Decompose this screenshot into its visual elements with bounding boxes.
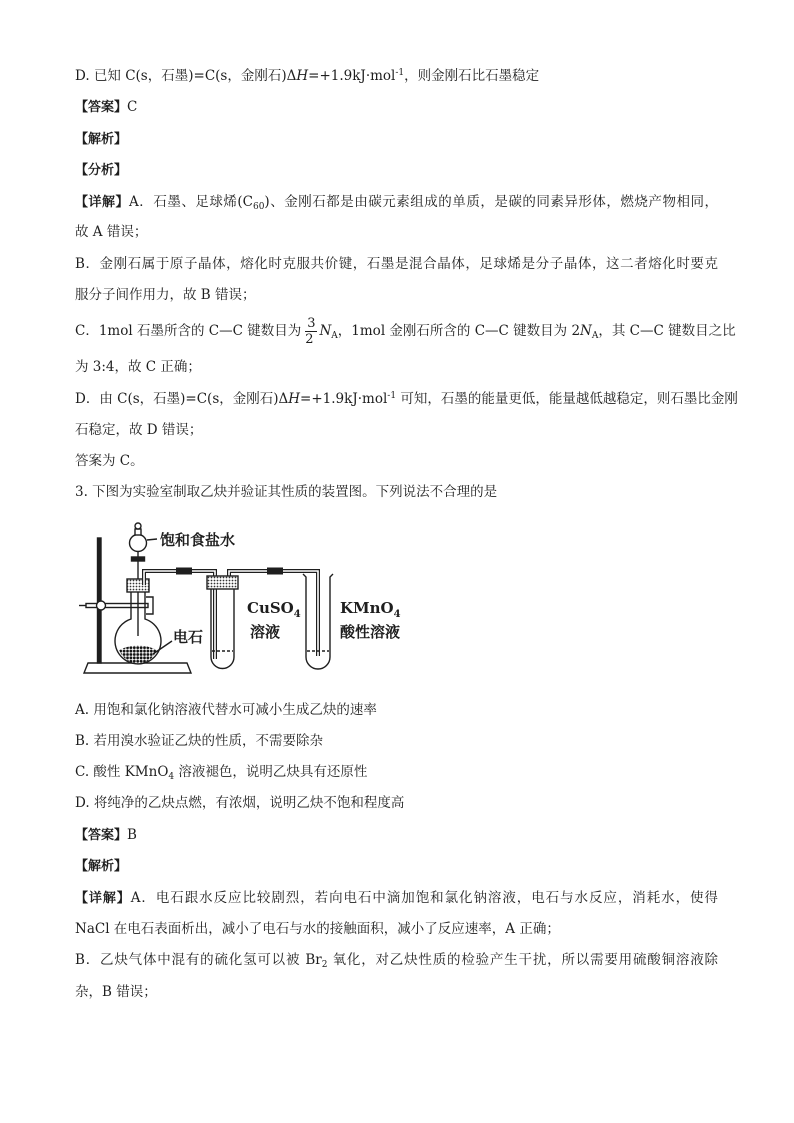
q2-detail-d-text-end: 可知，石墨的能量更低，能量越低越稳定，则石墨比金刚	[396, 391, 738, 407]
q3-option-a: A. 用饱和氯化钠溶液代替水可减小生成乙炔的速率	[75, 702, 377, 718]
q2-detail-a-line2: 故 A 错误；	[75, 224, 148, 240]
q2-jiexi	[75, 129, 718, 150]
q3-detail-b-text: B．乙炔气体中混有的硫化氢可以被 Br	[75, 952, 322, 968]
q2-answer	[75, 97, 718, 118]
detail-label: 【详解】	[75, 891, 131, 906]
c60-subscript: 60	[252, 202, 265, 212]
q2-option-d-conclusion: ，则金刚石比石墨稳定	[404, 68, 540, 84]
test-tube-cuso4	[207, 576, 238, 669]
detail-label: 【详解】	[75, 195, 130, 210]
q3-option-c-text: C. 酸性 KMnO	[75, 764, 169, 780]
answer-label: 【答案】	[75, 828, 128, 843]
q3-stem: 3. 下图为实验室制取乙炔并验证其性质的装置图。下列说法不合理的是	[75, 484, 498, 500]
tube1-formula: CuSO	[247, 599, 294, 617]
q2-option-d-text: D. 已知 C(s，石墨)=C(s，金刚石)Δ	[75, 68, 297, 84]
funnel-stopcock	[132, 557, 145, 561]
q2-detail-c-text: C．1mol 石墨所含的 C—C 键数目为	[75, 323, 302, 339]
tube1-solution-label: 溶液	[250, 623, 281, 641]
q2-detail-a-text: A．石墨、足球烯(C	[129, 194, 253, 210]
carbide-label: 电石	[173, 628, 204, 646]
q2-detail-a	[75, 192, 718, 213]
funnel-neck	[135, 529, 141, 535]
q2-detail-d	[75, 389, 738, 409]
round-bottom-flask	[115, 579, 172, 664]
jiexi-label: 【解析】	[75, 132, 128, 147]
fenxi-label: 【分析】	[75, 163, 128, 178]
unit-exponent: -1	[387, 391, 397, 401]
avogadro-symbol: N	[580, 323, 592, 339]
answer-value: B	[127, 827, 137, 843]
q2-option-d-value: =+1.9kJ·mol	[308, 68, 396, 84]
q2-detail-d-value: =+1.9kJ·mol	[300, 391, 388, 407]
q3-option-c-text-end: 溶液褪色，说明乙炔具有还原性	[174, 764, 368, 780]
q2-detail-c-line2: 为 3:4，故 C 正确；	[75, 359, 201, 375]
q2-detail-a-text-cont: )、金刚石都是由碳元素组成的单质，是碳的同素异形体，燃烧产物相同，	[264, 194, 718, 210]
q2-conclusion: 答案为 C。	[75, 453, 144, 469]
tube2-formula-subscript: 4	[393, 609, 401, 620]
q3-option-b: B. 若用溴水验证乙炔的性质，不需要除杂	[75, 733, 324, 749]
fraction	[305, 316, 317, 347]
funnel-stopper	[135, 523, 141, 529]
answer-value: C	[127, 99, 138, 115]
q3-answer	[75, 825, 718, 846]
funnel-label: 饱和食盐水	[160, 531, 236, 549]
avogadro-subscript: A	[591, 331, 599, 341]
q3-detail-a-text: A．电石跟水反应比较剧烈，若向电石中滴加饱和氯化钠溶液，电石与水反应，消耗水，使得	[130, 890, 718, 906]
q3-detail-b-text-end: 氧化，对乙炔性质的检验产生干扰，所以需要用硫酸铜溶液除	[327, 952, 718, 968]
q2-detail-c-text-mid: ，1mol 金刚石所含的 C—C 键数目为 2	[337, 323, 581, 339]
q2-detail-d-line2: 石稳定，故 D 错误；	[75, 422, 203, 438]
q2-detail-c-text-end: ，其 C—C 键数目之比	[598, 323, 736, 339]
carbide-label-pointer	[153, 641, 172, 654]
tube1-formula-subscript: 4	[293, 609, 301, 620]
q2-detail-b: B．金刚石属于原子晶体，熔化时克服共价键，石墨是混合晶体，足球烯是分子晶体，这二者熔化时要克	[75, 256, 718, 272]
funnel-label-pointer	[147, 539, 157, 540]
tube2-formula-label	[340, 599, 401, 620]
avogadro-symbol: N	[319, 323, 332, 339]
answer-label: 【答案】	[75, 100, 128, 115]
unit-exponent: -1	[395, 68, 405, 78]
test-tube-stopper	[207, 576, 238, 589]
apparatus-diagram	[70, 515, 420, 690]
fraction-numerator: 3	[307, 316, 316, 331]
funnel-bulb	[130, 535, 147, 552]
q2-fenxi	[75, 160, 718, 181]
tube1-formula-label	[247, 599, 301, 620]
q2-detail-c	[75, 316, 736, 347]
q3-detail-b-line2: 杂，B 错误；	[75, 984, 157, 1000]
rubber-connector	[267, 568, 283, 575]
br2-subscript: 2	[321, 960, 328, 970]
rubber-connector	[176, 568, 192, 575]
q3-option-c	[75, 762, 718, 782]
carbide-solid	[119, 646, 157, 665]
q3-jiexi	[75, 856, 718, 877]
jiexi-label: 【解析】	[75, 859, 128, 874]
q2-detail-d-text: D．由 C(s，石墨)=C(s，金刚石)Δ	[75, 391, 289, 407]
q3-option-d: D. 将纯净的乙炔点燃，有浓烟，说明乙炔不饱和程度高	[75, 795, 405, 811]
tube2-solution-label: 酸性溶液	[340, 623, 401, 641]
q3-detail-b	[75, 950, 718, 970]
tube2-formula: KMnO	[340, 599, 394, 617]
enthalpy-symbol: H	[288, 391, 301, 407]
q2-detail-b-line2: 服分子间作用力，故 B 错误；	[75, 287, 256, 303]
fraction-denominator: 2	[305, 332, 314, 347]
q3-detail-a	[75, 888, 718, 909]
q2-option-d	[75, 66, 718, 86]
q3-detail-a-line2: NaCl 在电石表面析出，减小了电石与水的接触面积，减小了反应速率，A 正确；	[75, 921, 560, 937]
kmno4-subscript: 4	[168, 772, 175, 782]
avogadro-subscript: A	[331, 331, 338, 341]
clamp-boss	[97, 601, 106, 610]
enthalpy-symbol: H	[296, 68, 309, 84]
